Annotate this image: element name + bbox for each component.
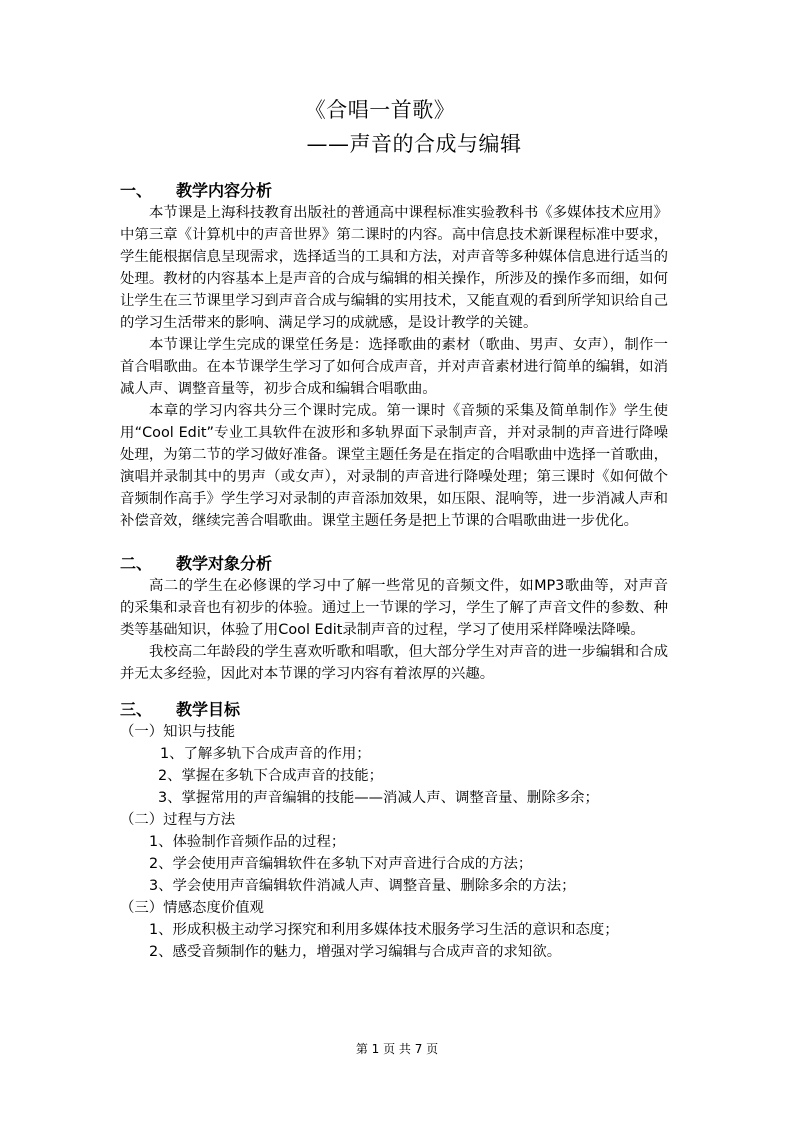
list-item: 1、形成积极主动学习探究和利用多媒体技术服务学习生活的意识和态度； <box>149 922 619 938</box>
document-title: 《合唱一首歌》 <box>304 98 456 122</box>
section-number: 三、 <box>120 700 153 719</box>
section-number: 一、 <box>120 181 153 200</box>
subsection-heading-process: （二）过程与方法 <box>120 812 236 828</box>
document-subtitle: ——声音的合成与编辑 <box>306 132 522 156</box>
document-body <box>120 180 668 963</box>
subsection-heading-knowledge: （一）知识与技能 <box>120 724 236 740</box>
list-item: 1、体验制作音频作品的过程； <box>149 834 346 850</box>
list-item: 2、感受音频制作的魅力，增强对学习编辑与合成声音的求知欲。 <box>149 944 562 960</box>
section-learner-analysis <box>120 553 668 685</box>
section-content-analysis <box>120 180 668 532</box>
section-teaching-goals <box>120 699 668 963</box>
section-heading <box>120 180 668 202</box>
section-heading <box>120 699 668 721</box>
section-number: 二、 <box>120 554 153 573</box>
page-number-footer: 第 1 页 共 7 页 <box>355 1042 439 1056</box>
subsection-heading-attitude: （三）情感态度价值观 <box>120 900 264 916</box>
list-item: 2、学会使用声音编辑软件在多轨下对声音进行合成的方法； <box>149 856 533 872</box>
section-title: 教学内容分析 <box>176 181 273 200</box>
paragraph: 本节课让学生完成的课堂任务是：选择歌曲的素材（歌曲、男声、女声），制作一首合唱歌曲。在本节课学生学习了如何合成声音，并对声音素材进行简单的编辑，如消减人声、调整音量等，初步合成和编辑合唱歌曲。 <box>120 337 668 397</box>
list-item: 1、了解多轨下合成声音的作用； <box>160 746 371 762</box>
paragraph: 高二的学生在必修课的学习中了解一些常见的音频文件，如MP3歌曲等，对声音的采集和录音也有初步的体验。通过上一节课的学习，学生了解了声音文件的参数、种类等基础知识，体验了用Cool Edit录制声音的过程，学习了使用采样降噪法降噪。 <box>120 578 668 638</box>
list-item: 3、掌握常用的声音编辑的技能——消减人声、调整音量、删除多余； <box>158 790 599 806</box>
paragraph: 本章的学习内容共分三个课时完成。第一课时《音频的采集及简单制作》学生使用“Cool Edit”专业工具软件在波形和多轨界面下录制声音，并对录制的声音进行降噪处理，为第二节的学习做好准备。课堂主题任务是在指定的合唱歌曲中选择一首歌曲，演唱并录制其中的男声（或女声），对录制的声音进行降噪处理；第三课时《如何做个音频制作高手》学生学习对录制的声音添加效果，如压限、混响等，进一步消减人声和补偿音效，继续完善合唱歌曲。课堂主题任务是把上节课的合唱歌曲进一步优化。 <box>120 403 668 529</box>
list-item: 3、学会使用声音编辑软件消减人声、调整音量、删除多余的方法； <box>149 878 576 894</box>
section-title: 教学目标 <box>176 700 241 719</box>
section-title: 教学对象分析 <box>176 554 273 573</box>
paragraph: 我校高二年龄段的学生喜欢听歌和唱歌，但大部分学生对声音的进一步编辑和合成并无太多经验，因此对本节课的学习内容有着浓厚的兴趣。 <box>120 644 668 682</box>
list-item: 2、掌握在多轨下合成声音的技能； <box>158 768 384 784</box>
section-heading <box>120 553 668 575</box>
paragraph: 本节课是上海科技教育出版社的普通高中课程标准实验教科书《多媒体技术应用》中第三章《计算机中的声音世界》第二课时的内容。高中信息技术新课程标准中要求，学生能根据信息呈现需求，选择适当的工具和方法，对声音等多种媒体信息进行适当的处理。教材的内容基本上是声音的合成与编辑的相关操作，所涉及的操作多而细，如何让学生在三节课里学习到声音合成与编辑的实用技术，又能直观的看到所学知识给自己的学习生活带来的影响、满足学习的成就感，是设计教学的关键。 <box>120 205 668 331</box>
